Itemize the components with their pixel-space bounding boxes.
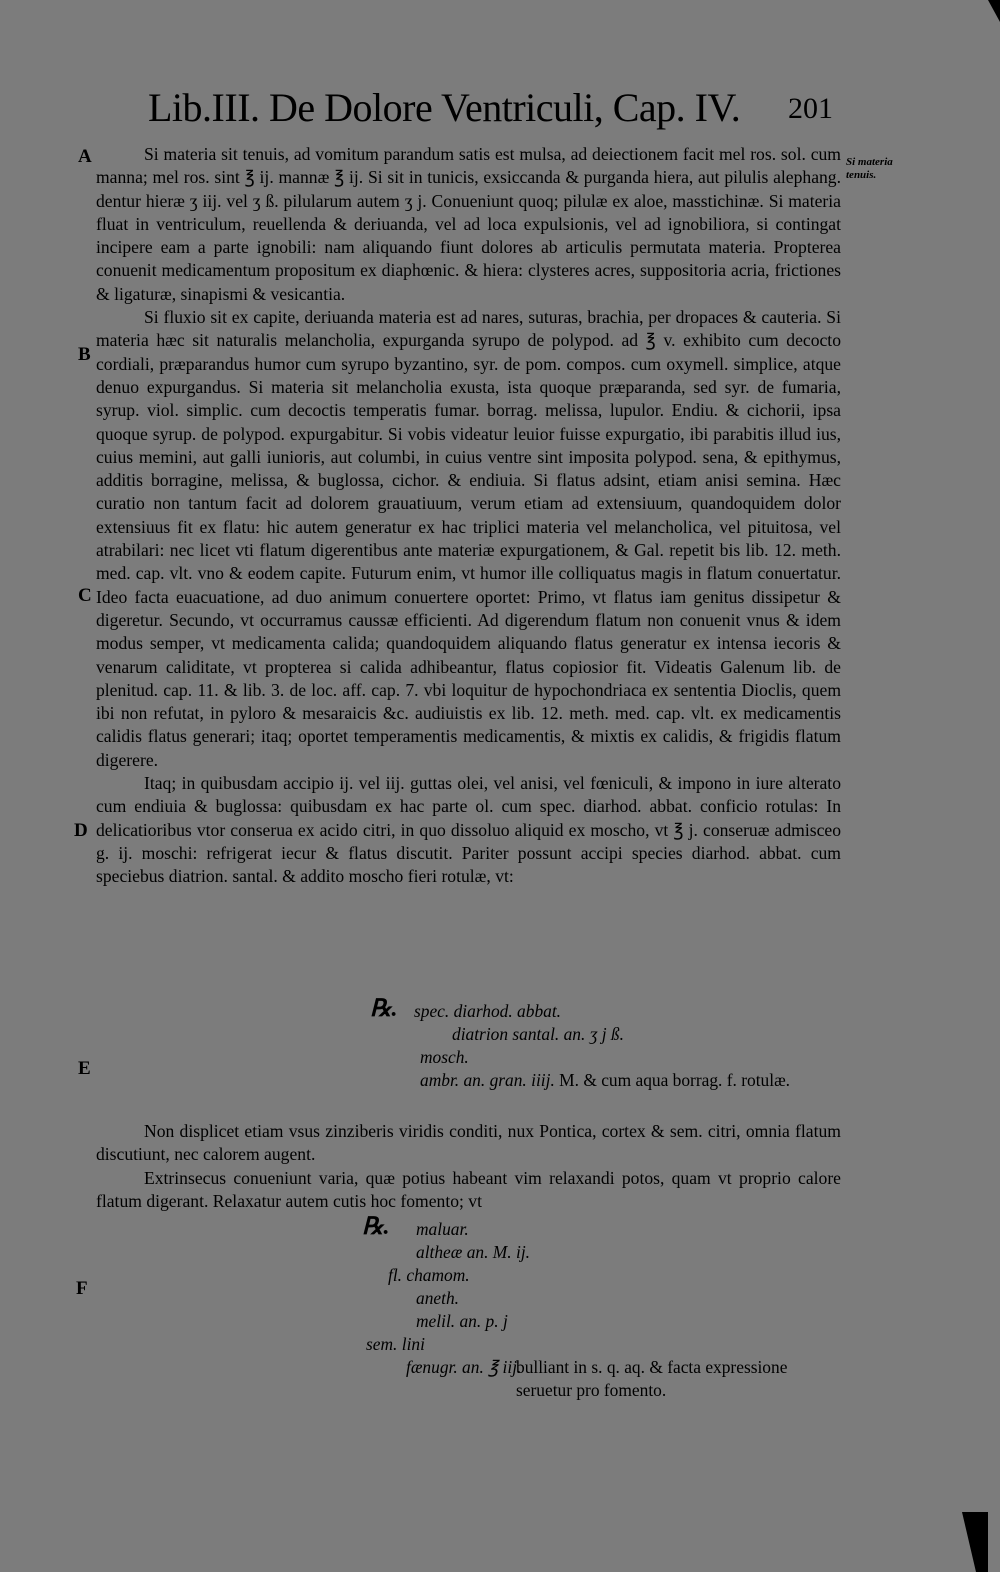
margin-note: Si materia tenuis. [846,156,893,181]
page-header [148,84,848,134]
recipe-line: fænugr. an. ℥ iij. [406,1357,522,1377]
margin-letter-e: E [78,1058,91,1079]
recipe-line: diatrion santal. an. ʒ j ß. [452,1024,624,1044]
recipe-line: maluar. [416,1219,469,1239]
running-title: Lib.III. De Dolore Ventriculi, Cap. IV. [148,85,741,130]
recipe-line: altheæ an. M. ij. [416,1242,530,1262]
recipe-2 [362,1214,842,1408]
recipe-line: melil. an. p. j [416,1311,508,1331]
margin-letter-a: A [78,146,92,167]
margin-letter-d: D [74,820,88,841]
page-corner-mark [962,1512,988,1572]
recipe-line: spec. diarhod. abbat. [414,1001,562,1021]
recipe-line: mosch. [420,1047,469,1067]
paragraph-1: Si materia sit tenuis, ad vomitum parandum satis est mulsa, ad deiectionem facit mel ros. sol. cum manna; mel ros. sint ℥ ij. mannæ ℥ ij. Si sit in tunicis, exsiccanda & purganda hiera, aut pilulis alephang. dentur hieræ ʒ iij. vel ʒ ß. pilularum autem ʒ j. Conueniunt quoq; pilulæ ex aloe, masstichinæ. Si materia fluat in ventriculum, reuellenda & deriuanda, vel ad loca expulsionis, vel ad ignobiliora, si contingat incipere eam a parte ignobili: nam aliquando fiunt dolores ab articulis permutata materia. Propterea conuenit medicamentum propositum ex diaphœnic. & hiera: clysteres acres, suppositoria acria, frictiones & ligaturæ, sinapismi & vesicantia. [96,144,841,304]
main-text-2 [96,1120,841,1213]
recipe-symbol: ℞. [362,1214,390,1240]
recipe-line: M. & cum aqua borrag. f. rotulæ. [559,1070,791,1090]
recipe-1 [370,996,840,1120]
recipe-line: bulliant in s. q. aq. & facta expressione seruetur pro fomento. [516,1357,788,1401]
main-text [96,143,841,889]
paragraph-5: Extrinsecus conueniunt varia, quæ potius habeant vim relaxandi potos, quam vt proprio calore flatum digerant. Relaxatur autem cutis hoc fomento; vt [96,1167,841,1211]
recipe-line: ambr. an. gran. iiij. [420,1070,555,1090]
paragraph-3: Itaq; in quibusdam accipio ij. vel iij. guttas olei, vel anisi, vel fœniculi, & impono in iure alterato cum endiuia & buglossa: quibusdam ex hac parte ol. cum spec. diarhod. abbat. conficio rotulas: In delicatioribus vtor conserua ex acido citri, in quo dissoluo aliquid ex moscho, vt ℥ j. conseruæ admisceo g. ij. moschi: refrigerat iecur & flatus discutit. Pariter possunt accipi species diarhod. abbat. cum speciebus diatrion. santal. & addito moscho fieri rotulæ, vt: [96,773,841,887]
recipe-line: aneth. [416,1288,459,1308]
paragraph-4: Non displicet etiam vsus zinziberis viridis conditi, nux Pontica, cortex & sem. citri, omnia flatum discutiunt, nec calorem augent. [96,1121,841,1165]
margin-letter-b: B [78,344,91,365]
recipe-symbol: ℞. [370,996,398,1022]
margin-letter-c: C [78,585,92,606]
page-number: 201 [788,92,833,125]
page-corner-tick [980,0,1000,22]
margin-letter-f: F [76,1278,88,1299]
paragraph-2: Si fluxio sit ex capite, deriuanda materia est ad nares, suturas, brachia, per dropaces & cauteria. Si materia hæc sit naturalis melancholia, expurganda syrupo de polypod. ad ℥ v. exhibito cum decocto cordiali, præparandus humor cum syrupo byzantino, syr. de pom. compos. cum oxymell. simplice, atque denuo expurgandus. Si materia sit melancholia exusta, ista quoque præparanda, sed syr. de fumaria, syrup. viol. simplic. cum decoctis temperatis fumar. borrag. melissa, lupulor. Endiu. & cichorii, ipsa quoque syrup. de polypod. expurgabitur. Si vobis videatur leuior fuisse expurgatio, ibi parabitis illud ius, cuius memini, aut galli iunioris, aut columbi, in cuius ventre sint imposita polypod. sena, & epithymus, additis borragine, melissa, & buglossa, cichor. & endiuia. Si flatus adsint, etiam anisi semina. Hæc curatio non tantum facit ad dolorem grauatiuum, verum etiam ad extensiuum, quandoquidem dolor extensiuus fit ex flatu: hic autem generatur ex hac triplici materia vel melancholica, vel pituitosa, vel atrabilari: nec licet vti flatum digerentibus ante materiæ expurgationem, & Gal. repetit bis lib. 12. meth. med. cap. vlt. vno & eodem capite. Futurum enim, vt humor ille colliquatus magis in flatum conuertatur. Ideo facta euacuatione, ad duo animum conuertere oportet: Primo, vt flatus iam genitus dissipetur & digeretur. Secundo, vt occurramus caussæ efficienti. Ad digerendum flatum non conuenit vnus & idem modus semper, vt medicamenta calida; quandoquidem aliquando flatus generatur ex intensa iecoris & venarum caliditate, vt propterea si calida adhibeantur, flatus copiosior fit. Videatis Galenum lib. de plenitud. cap. 11. & lib. 3. de loc. aff. cap. 7. vbi loquitur de hypochondriaca ex sententia Dioclis, quem ibi non refutat, in pyloro & mesaraicis &c. audiuistis ex lib. 12. meth. med. cap. vlt. ex medicamentis calidis flatus generari; itaq; oportet temperamentis medicamentis, & mixtis ex calidis, & frigidis flatum digerere. [96,307,841,770]
recipe-line: fl. chamom. [388,1265,470,1285]
recipe-line: sem. lini [366,1334,425,1354]
